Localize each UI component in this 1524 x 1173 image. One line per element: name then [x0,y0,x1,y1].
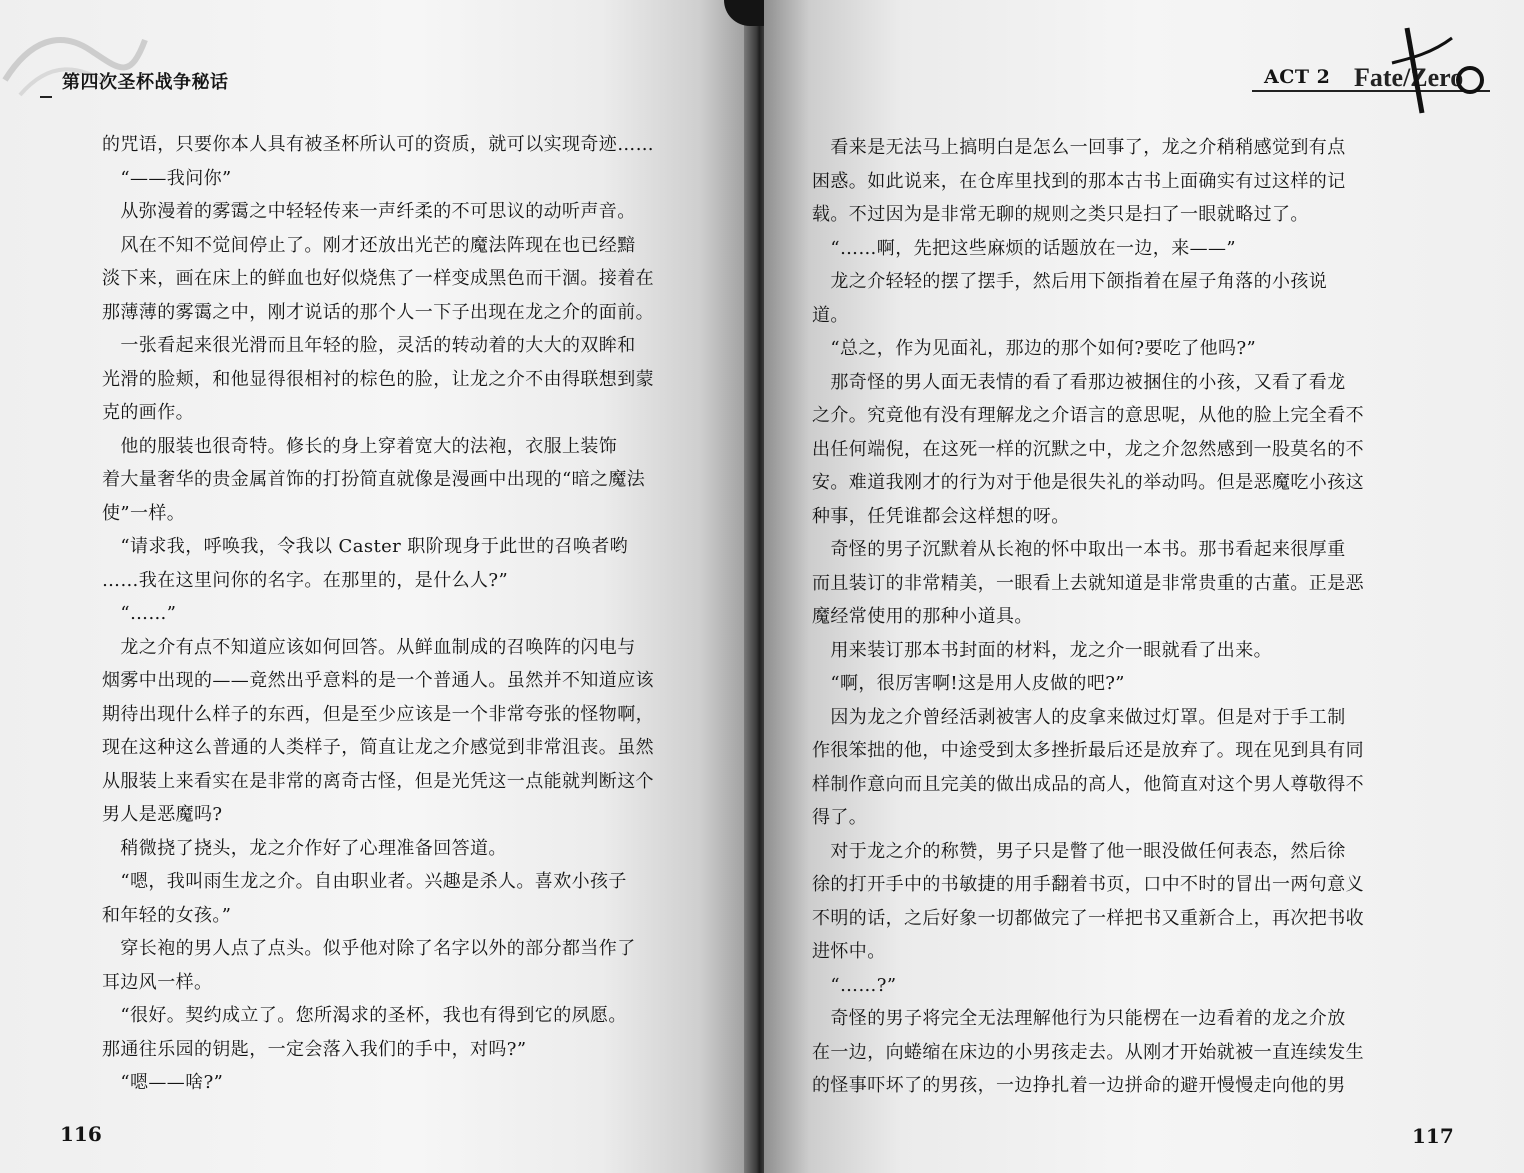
logo-text: Fate/Zero [1354,63,1464,92]
text-line: 期待出现什么样子的东西，但是至少应该是一个非常夸张的怪物啊， [102,703,654,725]
text-line: “很好。契约成立了。您所渴求的圣杯，我也有得到它的夙愿。 [102,1005,627,1026]
text-line: 一张看起来很光滑而且年轻的脸，灵活的转动着的大大的双眸和 [102,335,636,356]
text-line: 男人是恶魔吗? [102,804,223,825]
text-line: “……?” [812,974,897,996]
text-line: 样制作意向而且完美的做出成品的高人，他简直对这个男人尊敬得不 [812,773,1364,795]
text-line: “嗯，我叫雨生龙之介。自由职业者。兴趣是杀人。喜欢小孩子 [102,871,627,892]
text-line: 困惑。如此说来，在仓库里找到的那本古书上面确实有过这样的记 [812,170,1346,192]
text-line: 淡下来，画在床上的鲜血也好似烧焦了一样变成黑色而干涸。接着在 [102,268,654,289]
header-rule [40,96,52,98]
text-line: 之介。究竟他有没有理解龙之介语言的意思呢，从他的脸上完全看不 [812,405,1364,426]
text-line: “嗯——啥?” [102,1072,224,1093]
text-line: 的咒语，只要你本人具有被圣杯所认可的资质，就可以实现奇迹…… [102,134,654,155]
text-line: 得了。 [812,807,868,828]
text-line: “啊，很厉害啊!这是用人皮做的吧?” [812,673,1125,694]
text-line: “……啊，先把这些麻烦的话题放在一边，来——” [812,237,1237,259]
text-line: 烟雾中出现的——竟然出乎意料的是一个普通人。虽然并不知道应该 [102,670,654,691]
text-line: 因为龙之介曾经活剥被害人的皮拿来做过灯罩。但是对于手工制 [812,706,1346,728]
text-line: 载。不过因为是非常无聊的规则之类只是扫了一眼就略过了。 [812,204,1309,225]
text-line: 光滑的脸颊，和他显得很相衬的棕色的脸，让龙之介不由得联想到蒙 [102,368,654,390]
text-line: 在一边，向蜷缩在床边的小男孩走去。从刚才开始就被一直连续发生 [812,1041,1364,1063]
body-text [812,131,1406,1103]
text-line: 着大量奢华的贵金属首饰的打扮简直就像是漫画中出现的“暗之魔法 [102,469,646,490]
text-line: 现在这种这么普通的人类样子，简直让龙之介感觉到非常沮丧。虽然 [102,737,654,758]
text-line: 道。 [812,304,849,326]
text-line: 那薄薄的雾霭之中，刚才说话的那个人一下子出现在龙之介的面前。 [102,301,654,323]
text-line: 的怪事吓坏了的男孩，一边挣扎着一边拼命的避开慢慢走向他的男 [812,1075,1346,1096]
text-line: 出任何端倪，在这死一样的沉默之中，龙之介忽然感到一股莫名的不 [812,438,1364,460]
text-line: 对于龙之介的称赞，男子只是瞥了他一眼没做任何表态，然后徐 [812,840,1346,862]
running-head: ACT 2 [1264,66,1331,88]
text-line: 龙之介有点不知道应该如何回答。从鲜血制成的召唤阵的闪电与 [102,636,636,658]
text-line: 看来是无法马上搞明白是怎么一回事了，龙之介稍稍感觉到有点 [812,137,1346,158]
fate-zero-logo-icon [1352,18,1502,118]
text-line: 而且装订的非常精美，一眼看上去就知道是非常贵重的古董。正是恶 [812,572,1364,594]
text-line: 魔经常使用的那种小道具。 [812,606,1033,627]
text-line: 徐的打开手中的书敏捷的用手翻着书页，口中不时的冒出一两句意义 [812,874,1364,895]
text-line: 安。难道我刚才的行为对于他是很失礼的举动吗。但是恶魔吃小孩这 [812,472,1364,493]
text-line: 和年轻的女孩。” [102,904,232,926]
left-page [0,0,752,1173]
text-line: 他的服装也很奇特。修长的身上穿着宽大的法袍，衣服上装饰 [102,435,618,457]
text-line: 奇怪的男子将完全无法理解他行为只能楞在一边看着的龙之介放 [812,1008,1346,1029]
text-line: “总之，作为见面礼，那边的那个如何?要吃了他吗?” [812,338,1257,359]
text-line: 耳边风一样。 [102,971,213,993]
body-text [102,128,704,1100]
page-number: 117 [1412,1124,1454,1148]
text-line: 那通往乐园的钥匙，一定会落入我们的手中，对吗?” [102,1038,527,1060]
text-line: 用来装订那本书封面的材料，龙之介一眼就看了出来。 [812,639,1272,661]
text-line: 使”一样。 [102,502,186,524]
text-line: 从服装上来看实在是非常的离奇古怪，但是光凭这一点能就判断这个 [102,770,654,792]
text-line: 进怀中。 [812,941,886,962]
text-line: ……我在这里问你的名字。在那里的，是什么人?” [102,569,509,591]
text-line: 奇怪的男子沉默着从长袍的怀中取出一本书。那书看起来很厚重 [812,539,1346,560]
text-line: 作很笨拙的他，中途受到太多挫折最后还是放弃了。现在见到具有同 [812,740,1364,761]
text-line: 克的画作。 [102,402,194,423]
text-line: 种事，任凭谁都会这样想的呀。 [812,505,1070,527]
text-line: 穿长袍的男人点了点头。似乎他对除了名字以外的部分都当作了 [102,938,636,959]
text-line: 稍微挠了挠头，龙之介作好了心理准备回答道。 [102,837,507,859]
running-head: 第四次圣杯战争秘话 [62,72,229,93]
text-line: 不明的话，之后好象一切都做完了一样把书又重新合上，再次把书收 [812,907,1364,929]
text-line: “——我问你” [102,167,232,189]
text-line: “请求我，呼唤我，令我以 Caster 职阶现身于此世的召唤者哟 [102,536,629,557]
page-number: 116 [60,1122,102,1146]
text-line: 风在不知不觉间停止了。刚才还放出光芒的魔法阵现在也已经黯 [102,234,636,256]
right-page [764,0,1524,1173]
text-line: 那奇怪的男人面无表情的看了看那边被捆住的小孩，又看了看龙 [812,371,1346,393]
text-line: 从弥漫着的雾霭之中轻轻传来一声纤柔的不可思议的动听声音。 [102,201,636,222]
text-line: 龙之介轻轻的摆了摆手，然后用下颌指着在屋子角落的小孩说 [812,271,1328,292]
text-line: “……” [102,603,177,624]
